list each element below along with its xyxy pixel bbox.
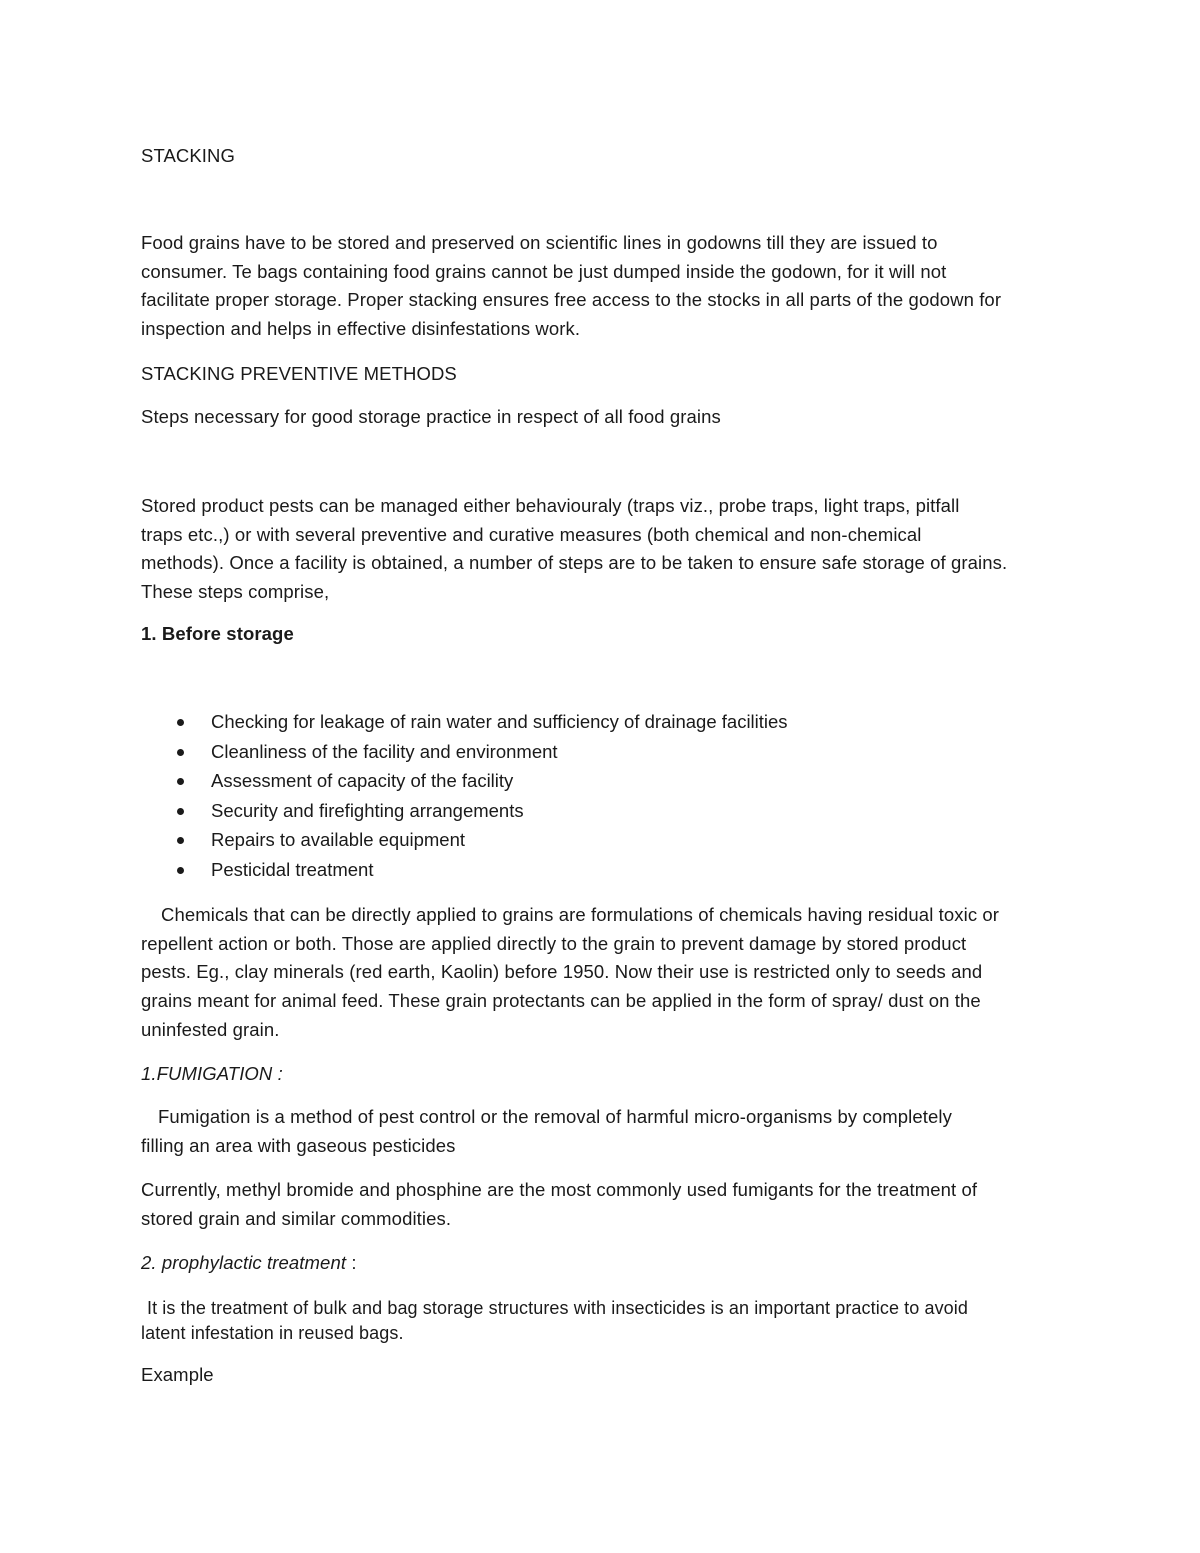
list-item-text: Cleanliness of the facility and environment <box>211 740 558 762</box>
pests-line: traps etc.,) or with several preventive and curative measures (both chemical and non-chemical <box>141 523 922 545</box>
intro-line: Food grains have to be stored and preserved on scientific lines in godowns till they are issued to <box>141 232 938 253</box>
fumigation-line: Fumigation is a method of pest control or the removal of harmful micro-organisms by completely <box>158 1106 952 1127</box>
prophylactic-heading-text: 2. prophylactic treatment <box>141 1252 347 1273</box>
pests-line: These steps comprise, <box>141 581 330 603</box>
list-item-text: Checking for leakage of rain water and sufficiency of drainage facilities <box>211 711 788 732</box>
bullet-icon <box>177 808 184 815</box>
prophylactic-heading <box>141 1249 1061 1278</box>
bullet-icon <box>177 778 184 785</box>
chemicals-paragraph <box>141 901 1061 1045</box>
pests-paragraph <box>141 492 1061 607</box>
bullet-icon <box>177 867 184 874</box>
list-item <box>141 737 1061 767</box>
chemicals-line: uninfested grain. <box>141 1018 280 1040</box>
prophylactic-colon: : <box>346 1252 357 1273</box>
fumigation-line: filling an area with gaseous pesticides <box>141 1134 456 1156</box>
intro-paragraph <box>141 229 1061 344</box>
list-item-text: Security and firefighting arrangements <box>211 799 524 821</box>
chemicals-line: repellent action or both. Those are applied directly to the grain to prevent damage by stored product <box>141 932 967 954</box>
before-storage-heading <box>141 620 1061 649</box>
fumigation-paragraph <box>141 1103 1061 1160</box>
chemicals-line: Chemicals that can be directly applied to grains are formulations of chemicals having residual toxic or <box>161 904 1000 925</box>
document-title <box>141 142 1061 171</box>
title-text: STACKING <box>141 145 235 166</box>
steps-text: Steps necessary for good storage practice in respect of all food grains <box>141 406 721 427</box>
intro-line: facilitate proper storage. Proper stacking ensures free access to the stocks in all parts of the godown for <box>141 289 1002 311</box>
fumigation-heading-text: 1.FUMIGATION : <box>141 1063 283 1084</box>
pests-line: Stored product pests can be managed either behaviouraly (traps viz., probe traps, light traps, pitfall <box>141 495 960 516</box>
prophylactic-paragraph <box>141 1296 1061 1346</box>
intro-line: inspection and helps in effective disinfestations work. <box>141 318 581 340</box>
list-item <box>141 707 1061 737</box>
bullet-icon <box>177 719 184 726</box>
prophylactic-line: latent infestation in reused bags. <box>141 1322 404 1343</box>
example-label <box>141 1361 1061 1390</box>
list-item <box>141 766 1061 796</box>
list-item <box>141 855 1061 885</box>
fumigation-heading <box>141 1060 1061 1089</box>
currently-paragraph <box>141 1176 1061 1233</box>
pests-line: methods). Once a facility is obtained, a number of steps are to be taken to ensure safe storage of grains. <box>141 552 1008 574</box>
bullet-icon <box>177 837 184 844</box>
prophylactic-line: It is the treatment of bulk and bag storage structures with insecticides is an important practice to avoid <box>147 1298 969 1318</box>
list-item-text: Repairs to available equipment <box>211 829 466 851</box>
before-storage-list <box>141 707 1061 885</box>
steps-paragraph <box>141 403 1061 432</box>
preventive-heading-text: STACKING PREVENTIVE METHODS <box>141 363 457 384</box>
before-storage-text: 1. Before storage <box>141 623 294 644</box>
chemicals-line: grains meant for animal feed. These grain protectants can be applied in the form of spray/ dust on the <box>141 990 981 1012</box>
prophylactic-heading-line <box>141 1249 1061 1278</box>
currently-line: Currently, methyl bromide and phosphine are the most commonly used fumigants for the treatment of <box>141 1179 978 1200</box>
example-text: Example <box>141 1364 214 1385</box>
bullet-icon <box>177 749 184 756</box>
preventive-methods-heading <box>141 360 1061 389</box>
intro-line: consumer. Te bags containing food grains cannot be just dumped inside the godown, for it will not <box>141 260 947 282</box>
list-item <box>141 825 1061 855</box>
list-item <box>141 796 1061 826</box>
list-item-text: Assessment of capacity of the facility <box>211 770 514 792</box>
chemicals-line: pests. Eg., clay minerals (red earth, Kaolin) before 1950. Now their use is restricted only to seeds and <box>141 961 983 983</box>
list-item-text: Pesticidal treatment <box>211 858 374 880</box>
currently-line: stored grain and similar commodities. <box>141 1207 452 1229</box>
